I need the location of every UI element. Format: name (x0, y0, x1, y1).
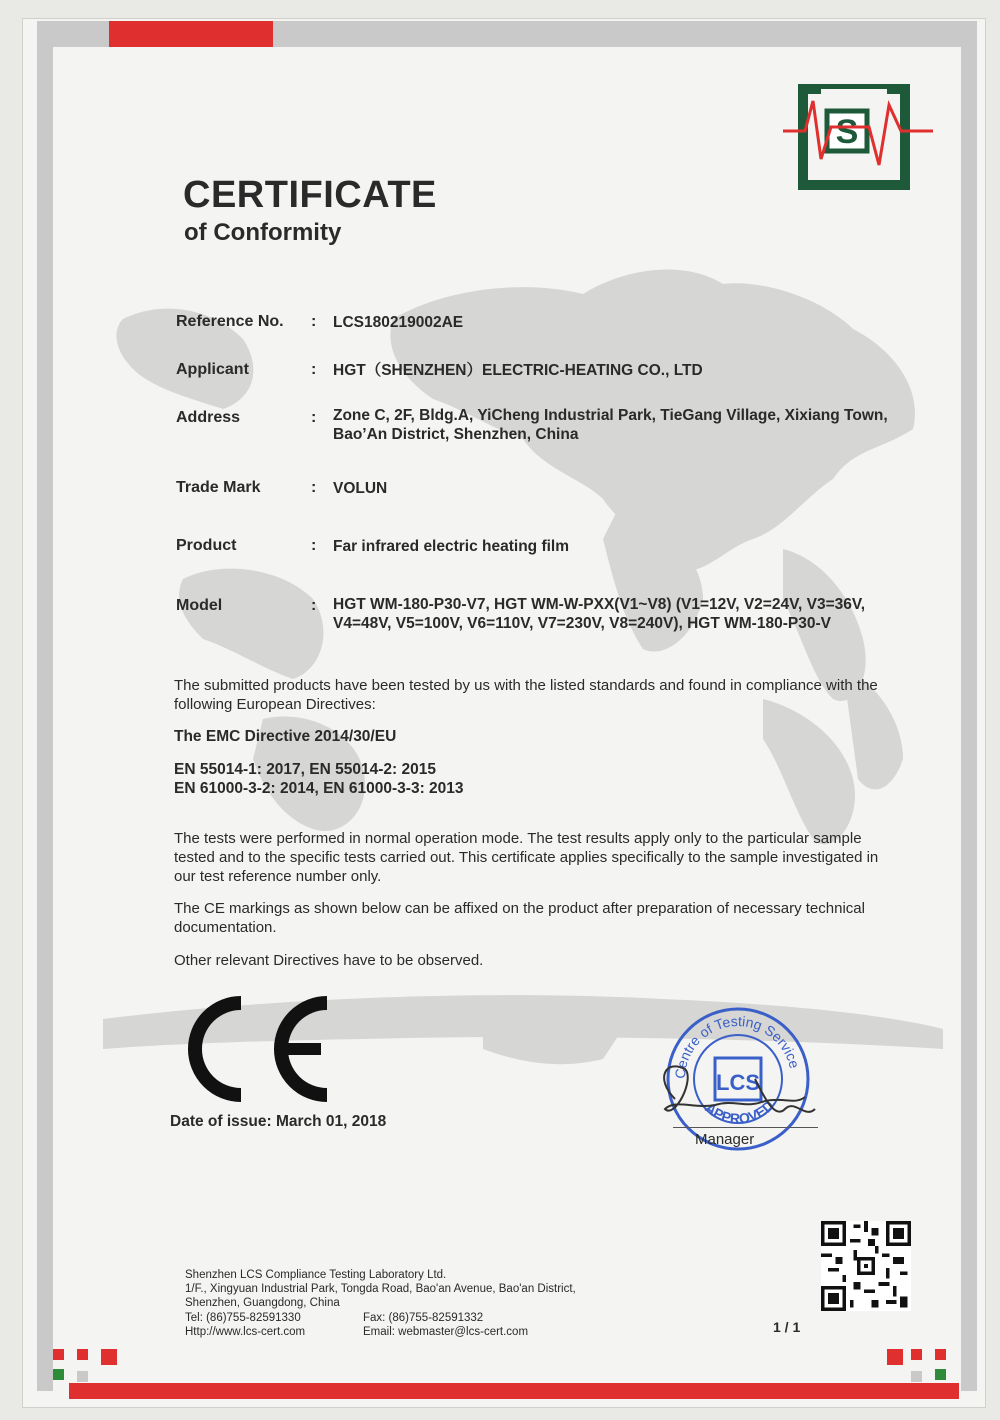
product-value: Far infrared electric heating film (333, 538, 570, 555)
world-map-watermark (63, 199, 963, 1119)
corner-square (911, 1349, 922, 1360)
address-value: Zone C, 2F, Bldg.A, YiCheng Industrial Park, TieGang Village, Xixiang Town, Bao’An District, Shenzhen, China (333, 407, 888, 443)
footer-tel: Tel: (86)755-82591330 (185, 1312, 301, 1324)
frame-bottom-red-band (69, 1383, 959, 1399)
footer-address-line-1: 1/F., Xingyuan Industrial Park, Tongda Road, Bao'an Avenue, Bao'an District, (185, 1283, 576, 1295)
frame-right-band (961, 21, 977, 1391)
frame-left-band (37, 21, 53, 1391)
qr-code (821, 1221, 911, 1311)
corner-square (53, 1349, 64, 1360)
intro-paragraph: The submitted products have been tested by us with the listed standards and found in compliance with the following European Directives: (174, 677, 878, 713)
manager-label: Manager (695, 1131, 755, 1148)
footer-email: Email: webmaster@lcs-cert.com (363, 1326, 529, 1338)
trademark-value: VOLUN (333, 480, 388, 497)
directive-line: The EMC Directive 2014/30/EU (174, 728, 397, 745)
page-number: 1 / 1 (773, 1319, 801, 1335)
frame-top-red-band (109, 21, 273, 47)
corner-square (77, 1371, 88, 1382)
standards-line-1: EN 55014-1: 2017, EN 55014-2: 2015 (174, 761, 436, 778)
corner-square (911, 1371, 922, 1382)
lcs-logo (783, 81, 933, 191)
reference-label: Reference No. (176, 313, 284, 330)
tests-note-paragraph: The tests were performed in normal operation mode. The test results apply only to the particular sample tested and to the specific tests carried out. This certificate applies specifically to the sample investigated in our test reference number only. (174, 830, 879, 885)
signature-line (673, 1127, 818, 1128)
certificate-page (22, 18, 986, 1408)
corner-square (887, 1349, 903, 1365)
model-colon: : (311, 597, 317, 614)
corner-square (53, 1369, 64, 1380)
product-label: Product (176, 537, 237, 554)
reference-colon: : (311, 313, 317, 330)
stamp-bottom-text: APPROVED (702, 1097, 777, 1127)
reference-value: LCS180219002AE (333, 314, 464, 331)
corner-square (101, 1349, 117, 1365)
footer-address-line-2: Shenzhen, Guangdong, China (185, 1297, 340, 1309)
applicant-label: Applicant (176, 361, 249, 378)
stamp-top-text: Centre of Testing Service (671, 1012, 803, 1080)
applicant-value: HGT（SHENZHEN）ELECTRIC-HEATING CO., LTD (333, 362, 703, 379)
applicant-colon: : (311, 361, 317, 378)
date-of-issue: Date of issue: March 01, 2018 (170, 1113, 387, 1130)
corner-square (935, 1369, 946, 1380)
certificate-subtitle: of Conformity (184, 219, 342, 246)
lcs-logo-letter: S (835, 113, 859, 151)
stamp-logo-text: LCS (716, 1070, 760, 1095)
product-colon: : (311, 537, 317, 554)
address-label: Address (176, 409, 241, 426)
model-label: Model (176, 597, 223, 614)
ce-note-paragraph: The CE markings as shown below can be affixed on the product after preparation of necessary technical documentation. (174, 900, 865, 936)
footer-lab-name: Shenzhen LCS Compliance Testing Laboratory Ltd. (185, 1269, 447, 1281)
model-value: HGT WM-180-P30-V7, HGT WM-W-PXX(V1~V8) (V1=12V, V2=24V, V3=36V, V4=48V, V5=100V, V6=110V, V7=230V, V8=240V), HGT WM-180-P30-V (333, 596, 866, 632)
ce-mark-icon (171, 989, 336, 1109)
other-directives-paragraph: Other relevant Directives have to be observed. (174, 952, 484, 969)
trademark-colon: : (311, 479, 317, 496)
certificate-title: CERTIFICATE (183, 174, 437, 216)
corner-square (935, 1349, 946, 1360)
corner-square (77, 1349, 88, 1360)
manager-signature (635, 1039, 825, 1139)
footer-web: Http://www.lcs-cert.com (185, 1326, 306, 1338)
address-colon: : (311, 409, 317, 426)
trademark-label: Trade Mark (176, 479, 261, 496)
footer-fax: Fax: (86)755-82591332 (363, 1312, 484, 1324)
standards-line-2: EN 61000-3-2: 2014, EN 61000-3-3: 2013 (174, 780, 464, 797)
